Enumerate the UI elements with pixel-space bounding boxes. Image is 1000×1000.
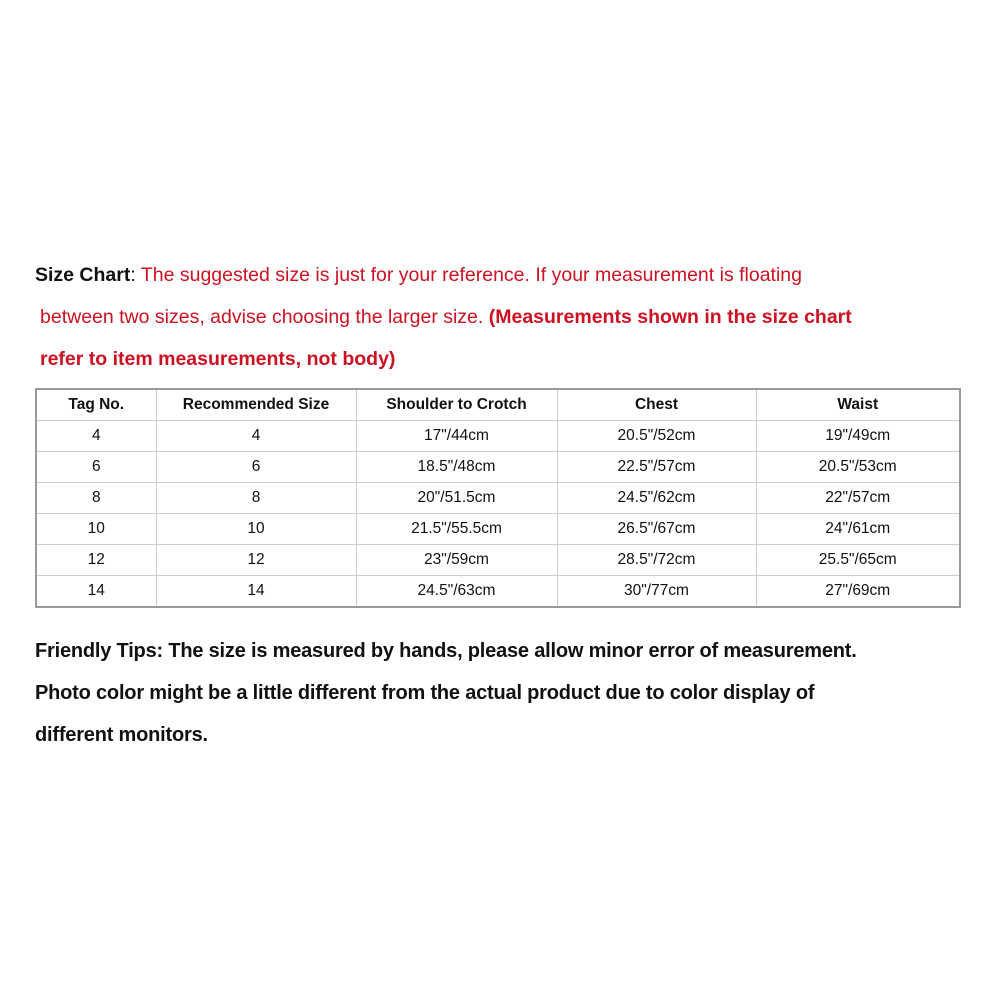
- column-header: Recommended Size: [156, 389, 356, 421]
- intro-text-segment: refer to item measurements, not body): [40, 348, 396, 370]
- table-row: [36, 545, 960, 576]
- table-cell: 19"/49cm: [756, 421, 960, 452]
- table-cell: 12: [36, 545, 156, 576]
- column-header: Chest: [557, 389, 756, 421]
- table-cell: 22.5"/57cm: [557, 452, 756, 483]
- table-cell: 4: [36, 421, 156, 452]
- table-cell: 23"/59cm: [356, 545, 557, 576]
- intro-text-segment: (Measurements shown in the size chart: [488, 306, 852, 328]
- table-cell: 20.5"/53cm: [756, 452, 960, 483]
- table-cell: 24"/61cm: [756, 514, 960, 545]
- table-cell: 26.5"/67cm: [557, 514, 756, 545]
- size-chart-content: [35, 254, 959, 756]
- table-row: [36, 452, 960, 483]
- table-cell: 12: [156, 545, 356, 576]
- column-header: Waist: [756, 389, 960, 421]
- table-cell: 14: [156, 576, 356, 608]
- table-cell: 6: [156, 452, 356, 483]
- table-cell: 8: [156, 483, 356, 514]
- intro-line: [35, 338, 959, 380]
- intro-line: [35, 296, 959, 338]
- column-header: Tag No.: [36, 389, 156, 421]
- table-row: [36, 576, 960, 608]
- intro-paragraph: [35, 254, 959, 380]
- table-row: [36, 421, 960, 452]
- table-row: [36, 514, 960, 545]
- table-cell: 8: [36, 483, 156, 514]
- table-cell: 4: [156, 421, 356, 452]
- table-row: [36, 483, 960, 514]
- table-cell: 20"/51.5cm: [356, 483, 557, 514]
- size-table: [35, 388, 961, 608]
- table-cell: 28.5"/72cm: [557, 545, 756, 576]
- table-cell: 18.5"/48cm: [356, 452, 557, 483]
- table-cell: 6: [36, 452, 156, 483]
- table-cell: 17"/44cm: [356, 421, 557, 452]
- table-cell: 20.5"/52cm: [557, 421, 756, 452]
- table-cell: 22"/57cm: [756, 483, 960, 514]
- tips-line: Photo color might be a little different from the actual product due to color display of: [35, 682, 815, 704]
- intro-text-segment: :: [130, 264, 141, 286]
- table-cell: 14: [36, 576, 156, 608]
- table-cell: 27"/69cm: [756, 576, 960, 608]
- table-cell: 10: [36, 514, 156, 545]
- intro-line: [35, 254, 959, 296]
- column-header: Shoulder to Crotch: [356, 389, 557, 421]
- table-cell: 21.5"/55.5cm: [356, 514, 557, 545]
- intro-text-segment: Size Chart: [35, 264, 131, 286]
- table-cell: 25.5"/65cm: [756, 545, 960, 576]
- friendly-tips: [35, 630, 959, 756]
- table-cell: 30"/77cm: [557, 576, 756, 608]
- table-cell: 24.5"/63cm: [356, 576, 557, 608]
- table-cell: 24.5"/62cm: [557, 483, 756, 514]
- table-cell: 10: [156, 514, 356, 545]
- tips-line: Friendly Tips: The size is measured by hands, please allow minor error of measurement.: [35, 640, 857, 662]
- intro-text-segment: between two sizes, advise choosing the larger size.: [40, 306, 489, 328]
- tips-line: different monitors.: [35, 724, 208, 746]
- size-table-header-row: [36, 389, 960, 421]
- intro-text-segment: The suggested size is just for your reference. If your measurement is floating: [140, 264, 802, 286]
